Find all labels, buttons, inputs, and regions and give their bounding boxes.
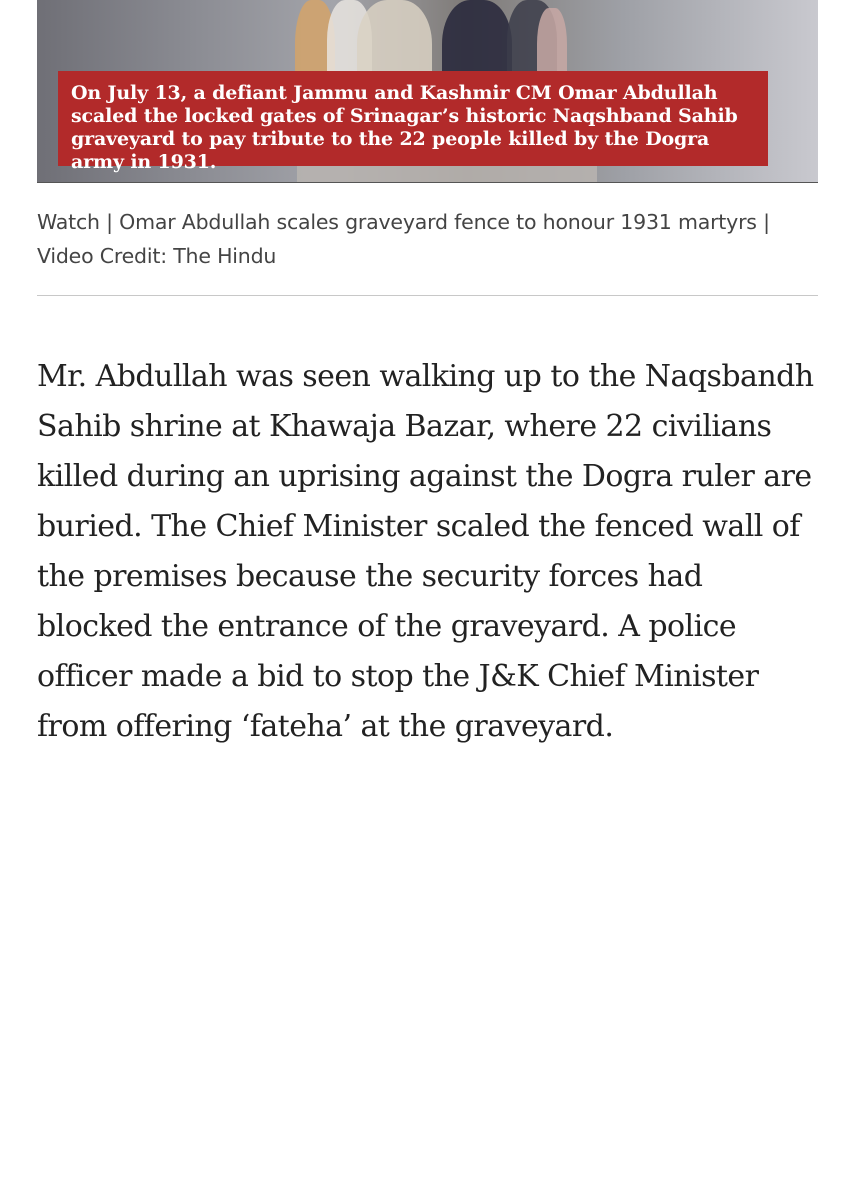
article-paragraph: Mr. Abdullah was seen walking up to the Naqsbandh Sahib shrine at Khawaja Bazar, where 22 civilians killed during an uprising against the Dogra ruler are buried. The Chief Minister scaled the fenced wall of the premises because the security forces had blocked the entrance of the graveyard. A police officer made a bid to stop the J&K Chief Minister from offering ‘fateha’ at the graveyard.	[37, 359, 814, 744]
divider	[37, 295, 818, 296]
video-player[interactable]	[37, 0, 818, 182]
video-overlay-caption: On July 13, a defiant Jammu and Kashmir CM Omar Abdullah scaled the locked gates of Srinagar’s historic Naqshband Sahib graveyard to pay tribute to the 22 people killed by the Dogra army in 1931.	[58, 71, 768, 166]
media-caption: Watch | Omar Abdullah scales graveyard fence to honour 1931 martyrs | Video Credit: The Hindu	[37, 210, 770, 268]
video-bottom-border	[37, 182, 818, 183]
